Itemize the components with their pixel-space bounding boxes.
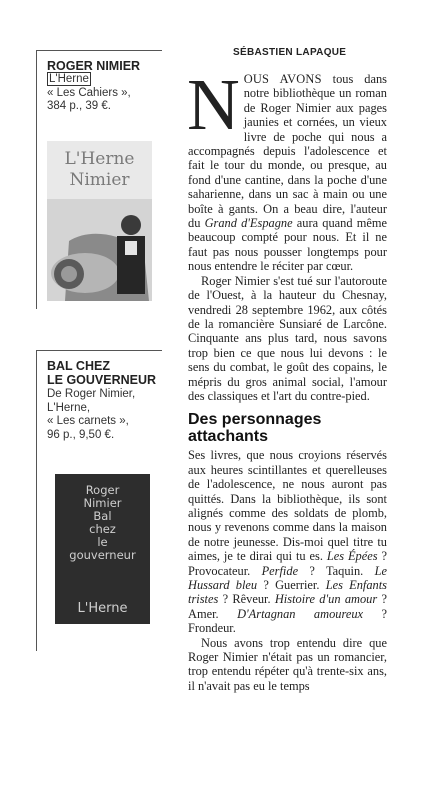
book-box-roger-nimier [36,50,162,309]
book-collection: « Les carnets », [47,415,129,427]
book-author: De Roger Nimier, [47,388,136,400]
cover-text-line: gouverneur [69,548,136,562]
text-run: ? Frondeur. [188,606,387,636]
article-paragraph: Roger Nimier s'est tué sur l'autoroute de l'Ouest, à la hauteur du Chesnay, vendredi 28 septembre 1962, aux côtés de la romancière Sunsiaré de Larcône. Cinquante ans plus tard, nous savons trop bien ce que nous lui devons : le sens du combat, le goût des copains, le mépris du gros animal social, l'amour des classiques et l'art du contre-pied. [188,273,387,403]
article-paragraph: Nous avons trop entendu dire que Roger Nimier n'était pas un romancier, trop entendu répéter qu'à trente-six ans, il n'avait pas eu le temps [188,635,387,693]
article-subheading: Des personnages attachants [188,411,322,446]
article-paragraph [187,64,387,274]
text-run: ? Rêveur. [218,592,275,607]
book-box-bal-chez-le-gouverneur [36,350,162,651]
book-publisher: L'Herne [49,73,89,85]
cover-text-line: le [97,535,108,549]
article-byline: SÉBASTIEN LAPAQUE [233,47,347,58]
cover-publisher: L'Herne [77,601,128,616]
lead-caps: OUS AVONS [243,72,322,86]
book-title-ref: Grand d'Espagne [204,216,293,231]
book-title-ref: Le Hussard bleu [188,563,387,592]
book-title-ref: Perfide [261,563,299,578]
book-cover-image [55,474,150,624]
text-run: ? Taquin. [298,563,375,578]
book-title [47,359,165,387]
text-run: ? Amer. [188,592,387,621]
book-title: ROGER NIMIER [47,59,141,73]
cover-title-line: Nimier [69,170,130,190]
book-meta [47,73,165,114]
book-price: 384 p., 39 €. [47,100,111,112]
books-sidebar [0,0,168,808]
book-price: 96 p., 9,50 €. [47,428,115,441]
book-title-ref: Histoire d'un amour [274,592,378,607]
book-title-ref: Les Épées [326,549,378,564]
cover-text-line: chez [89,522,116,536]
article-paragraph [188,448,387,635]
drop-cap: N [187,64,240,145]
book-title-line: BAL CHEZ [47,359,110,373]
cover-title-line: L'Herne [64,149,135,169]
text-run: ? Provocateur. [188,549,387,578]
cover-text-line: Bal [93,509,112,523]
text-run: Ses livres, que nous croyions réservés aux heures scintillantes et querelleuses de l'adolescence, ne nous auront pas quittés. Dans la bibliothèque, ils sont alignés comme des soldats de plomb, nous y revenons comme dans la maison de notre jeunesse. Dis-moi quel titre tu aimes, je te dirai qui tu es. [188,448,387,564]
cover-text-line: Nimier [83,496,122,510]
text-run: tous dans notre bibliothèque un roman de Roger Nimier aux pages jaunies et cornées, un vieux livre de poche qui nous a accompagnés depuis l'adolescence et fait le tour du monde, ou presque, au fond d'une cantine, dans la poche d'une saharienne, dans un sac à main ou une boîte à gants. On a beau dire, l'auteur du [188,72,387,231]
cover-photo [47,141,152,301]
book-collection: « Les Cahiers », [47,86,131,99]
book-publisher: L'Herne, [47,401,91,414]
book-title-ref: Les Enfants tristes [188,578,387,607]
text-run: ? Guerrier. [257,578,326,592]
book-title-ref: D'Artagnan amoureux [237,606,364,621]
book-title-line: LE GOUVERNEUR [47,373,157,387]
cover-text-line: Roger [85,483,120,497]
article-body [187,64,387,693]
book-meta [47,388,165,442]
book-cover-image [47,141,152,301]
text-run: aura quand même beaucoup compté pour nous. Et il ne faut pas nous pousser longtemps pour nous entendre le réciter par cœur. [188,216,387,274]
